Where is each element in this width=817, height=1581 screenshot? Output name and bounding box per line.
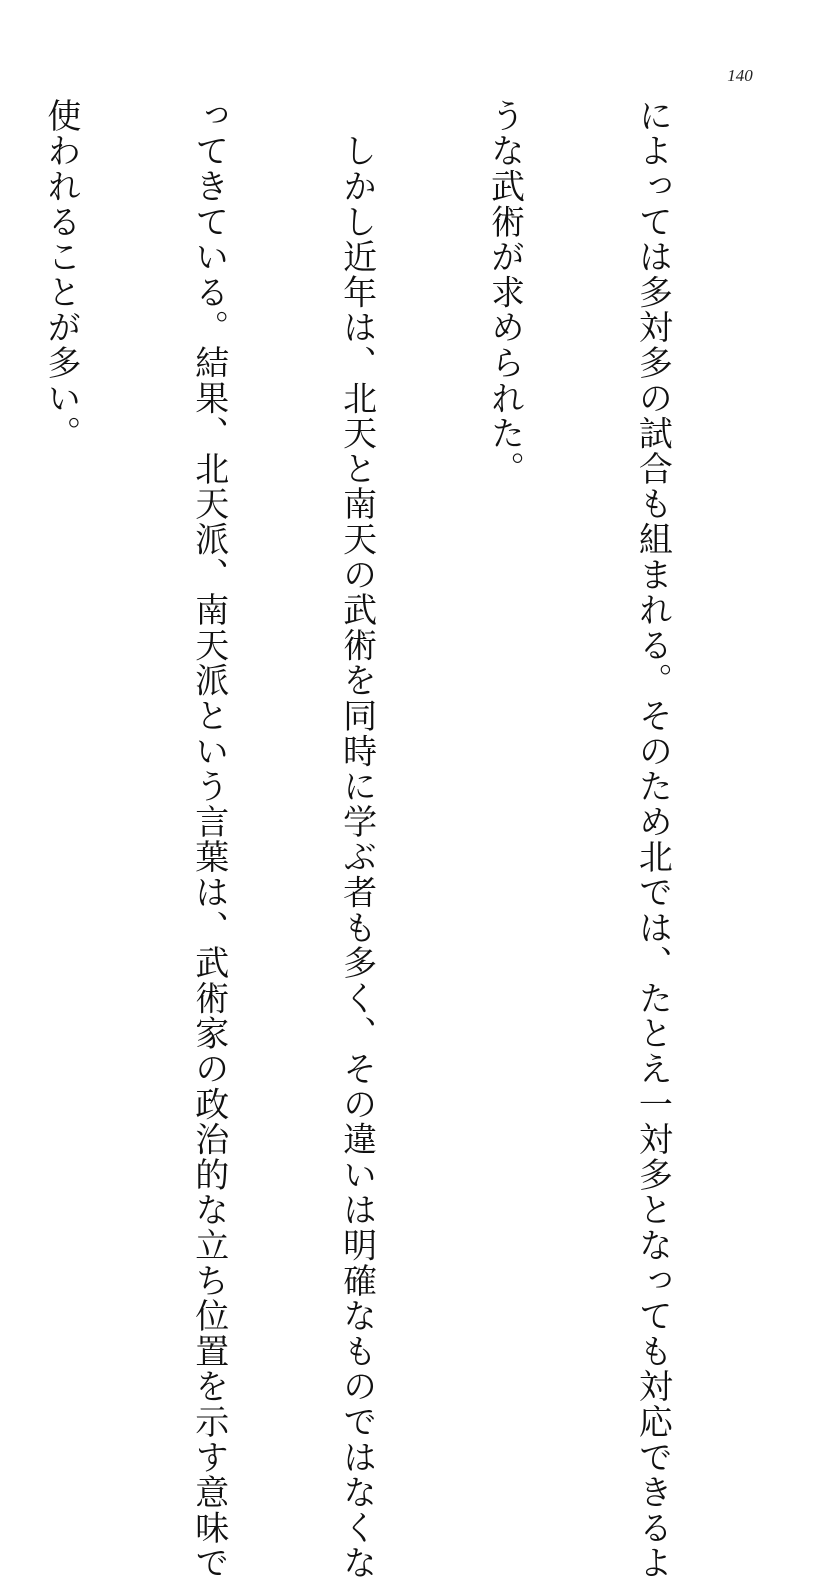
vertical-text-body [0, 98, 775, 1581]
text-column: 使われることが多い。 [40, 98, 81, 451]
text-column: によっては多対多の試合も組まれる。そのため北では、たとえ一対多となっても対応できるよ [632, 98, 673, 1581]
text-column: うな武術が求められた。 [484, 98, 525, 487]
text-column: ってきている。結果、北天派、南天派という言葉は、武術家の政治的な立ち位置を示す意味で [188, 98, 229, 1581]
page-number: 140 [727, 66, 753, 85]
text-column: しかし近年は、北天と南天の武術を同時に学ぶ者も多く、その違いは明確なものではなくな [336, 98, 377, 1581]
